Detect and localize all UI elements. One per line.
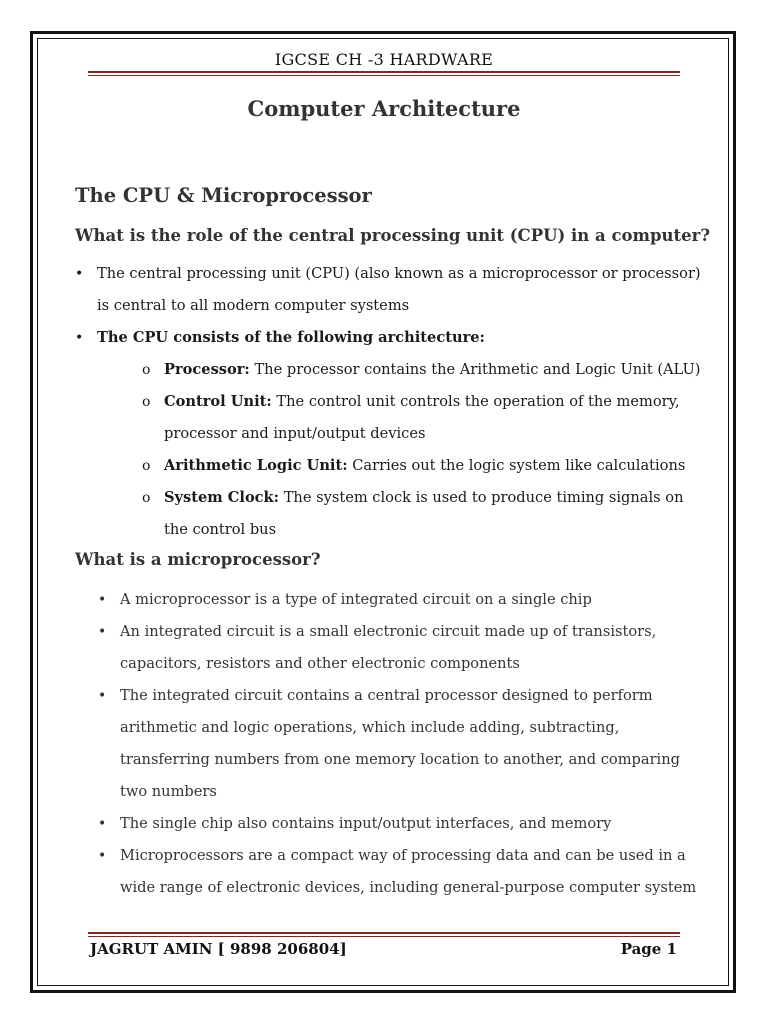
bullet-icon: • xyxy=(98,816,107,832)
sublist-term: Processor: xyxy=(164,361,250,378)
sublist-item xyxy=(142,482,705,546)
bullet-icon: • xyxy=(75,330,84,346)
list-item xyxy=(98,680,708,808)
list-item xyxy=(98,584,708,616)
bullet-icon: • xyxy=(98,624,107,640)
list-item-text: The integrated circuit contains a central processor designed to perform arithmetic and logic operations, which include adding, subtracting, transferring numbers from one memory location to another, and comparing two numbers xyxy=(120,687,680,800)
footer-rule xyxy=(88,932,680,937)
cpu-role-list xyxy=(75,258,705,546)
footer-page-number: Page 1 xyxy=(620,940,677,958)
circle-bullet-icon: o xyxy=(142,394,151,410)
architecture-sublist xyxy=(97,354,705,546)
list-item-text: The central processing unit (CPU) (also known as a microprocessor or processor) is central to all modern computer systems xyxy=(97,265,701,314)
question-heading-cpu-role: What is the role of the central processing unit (CPU) in a computer? xyxy=(75,226,711,245)
sublist-term: System Clock: xyxy=(164,489,280,506)
list-item-text: A microprocessor is a type of integrated circuit on a single chip xyxy=(120,591,592,608)
list-item-text: An integrated circuit is a small electronic circuit made up of transistors, capacitors, resistors and other electronic components xyxy=(120,623,657,672)
microprocessor-list xyxy=(98,584,708,904)
list-item xyxy=(98,808,708,840)
bullet-icon: • xyxy=(98,848,107,864)
sublist-text: The system clock is used to produce timing signals on the control bus xyxy=(164,489,684,538)
bullet-icon: • xyxy=(98,592,107,608)
sublist-text: The control unit controls the operation of the memory, processor and input/output devices xyxy=(164,393,680,442)
list-item xyxy=(98,840,708,904)
header-title: IGCSE CH -3 HARDWARE xyxy=(274,50,494,69)
circle-bullet-icon: o xyxy=(142,458,151,474)
sublist-item xyxy=(142,386,705,450)
sublist-item xyxy=(142,450,705,482)
document-title: Computer Architecture xyxy=(247,96,521,121)
list-item xyxy=(75,322,705,546)
circle-bullet-icon: o xyxy=(142,490,151,506)
list-item-text: The CPU consists of the following architecture: xyxy=(97,329,485,346)
list-item-text: The single chip also contains input/output interfaces, and memory xyxy=(120,815,612,832)
footer-author: JAGRUT AMIN [ 9898 206804] xyxy=(90,940,347,958)
list-item-text: Microprocessors are a compact way of processing data and can be used in a wide range of electronic devices, including general-purpose computer system xyxy=(120,847,697,896)
sublist-text: The processor contains the Arithmetic and Logic Unit (ALU) xyxy=(249,361,701,378)
bullet-icon: • xyxy=(75,266,84,282)
question-heading-microprocessor: What is a microprocessor? xyxy=(75,550,321,569)
section-heading: The CPU & Microprocessor xyxy=(75,184,372,207)
sublist-term: Arithmetic Logic Unit: xyxy=(164,457,348,474)
sublist-term: Control Unit: xyxy=(164,393,272,410)
list-item xyxy=(98,616,708,680)
sublist-text: Carries out the logic system like calculations xyxy=(347,457,686,474)
circle-bullet-icon: o xyxy=(142,362,151,378)
header-rule xyxy=(88,71,680,76)
bullet-icon: • xyxy=(98,688,107,704)
list-item xyxy=(75,258,705,322)
sublist-item xyxy=(142,354,705,386)
